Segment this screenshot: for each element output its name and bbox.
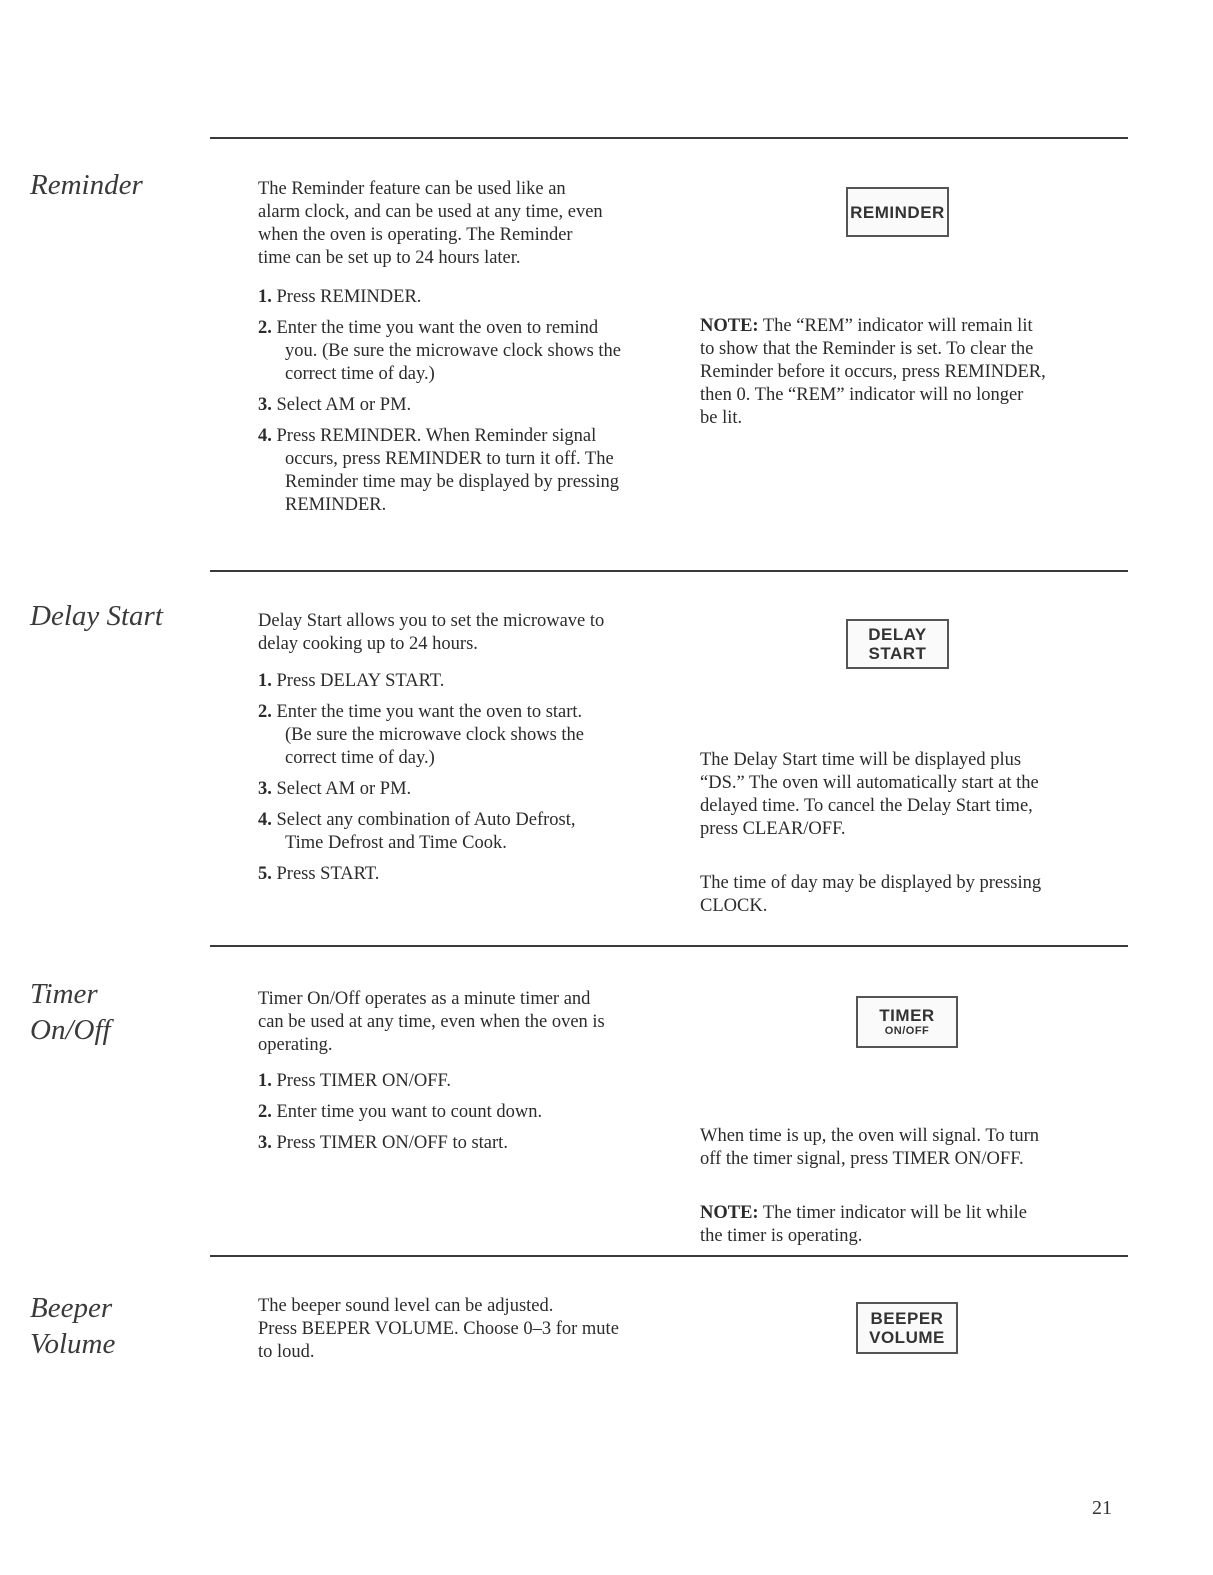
step-item [258,394,688,417]
note-text: The Delay Start time will be displayed plus “DS.” The oven will automatically start at the delayed time. To cancel the Delay Start time, press CLEAR/OFF. [700,750,1039,839]
note-paragraph [700,872,1110,918]
note-paragraph [700,1202,1110,1248]
step-item [258,317,688,386]
step-item [258,670,688,693]
step-number: 5. [258,864,272,884]
step-text: Enter the time you want the oven to start. (Be sure the microwave clock shows the correct time of day.) [276,702,584,768]
delay-start-steps [258,670,688,894]
key-label-line1: REMINDER [850,202,945,222]
section-heading-beeper-volume: Beeper Volume [30,1292,116,1360]
step-number: 4. [258,426,272,446]
step-number: 3. [258,1133,272,1153]
key-label-line1: BEEPER [870,1309,944,1328]
step-number: 2. [258,1102,272,1122]
section-heading-reminder: Reminder [30,169,143,201]
step-number: 2. [258,318,272,338]
step-item [258,701,688,770]
reminder-intro: The Reminder feature can be used like an alarm clock, and can be used at any time, even when the oven is operating. The Reminder time can be set up to 24 hours later. [258,179,603,268]
reminder-key-icon [846,187,949,237]
reminder-notes [700,292,1110,461]
step-item [258,1101,688,1124]
step-text: Press START. [276,864,380,884]
step-text: Select any combination of Auto Defrost, Time Defrost and Time Cook. [276,810,576,853]
key-label-line2: ON/OFF [884,1025,930,1037]
step-number: 3. [258,395,272,415]
timer-steps [258,1070,688,1163]
step-number: 1. [258,287,272,307]
step-number: 2. [258,702,272,722]
delay-start-intro: Delay Start allows you to set the microwave to delay cooking up to 24 hours. [258,611,605,654]
step-text: Enter time you want to count down. [276,1102,543,1122]
key-label-line1: DELAY [868,625,927,644]
step-item [258,1132,688,1155]
step-number: 4. [258,810,272,830]
note-paragraph [700,315,1110,430]
key-label-line1: TIMER [879,1006,935,1025]
step-text: Select AM or PM. [276,779,412,799]
step-text: Select AM or PM. [276,395,412,415]
page-number: 21 [1092,1497,1112,1519]
note-label: NOTE: [700,316,759,336]
timer-notes [700,1102,1110,1279]
note-text: The timer indicator will be lit while the timer is operating. [700,1203,1027,1246]
step-number: 1. [258,671,272,691]
delay-start-notes [700,726,1110,949]
delay-start-key-icon [846,619,949,669]
note-text: The time of day may be displayed by pressing CLOCK. [700,873,1042,916]
step-item [258,425,688,517]
note-text: The “REM” indicator will remain lit to show that the Reminder is set. To clear the Reminder before it occurs, press REMINDER, then 0. The “REM” indicator will no longer be lit. [700,316,1046,428]
key-label-line2: VOLUME [869,1328,945,1347]
step-text: Press REMINDER. When Reminder signal occurs, press REMINDER to turn it off. The Reminder time may be displayed by pressing REMINDER. [276,426,619,515]
note-label: NOTE: [700,1203,759,1223]
step-text: Enter the time you want the oven to remind you. (Be sure the microwave clock shows the correct time of day.) [276,318,621,384]
beeper-volume-intro: The beeper sound level can be adjusted. Press BEEPER VOLUME. Choose 0–3 for mute to loud. [258,1296,619,1362]
note-text: When time is up, the oven will signal. To turn off the timer signal, press TIMER ON/OFF. [700,1126,1040,1169]
note-paragraph [700,749,1110,841]
beeper-volume-key-icon [856,1302,958,1354]
reminder-steps [258,286,688,525]
key-label-line2: START [868,644,927,663]
step-number: 3. [258,779,272,799]
step-item [258,809,688,855]
section-heading-timer-on-off: Timer On/Off [30,978,111,1046]
timer-intro: Timer On/Off operates as a minute timer and can be used at any time, even when the oven is operating. [258,989,605,1055]
step-text: Press REMINDER. [276,287,422,307]
step-item [258,778,688,801]
step-item [258,863,688,886]
step-number: 1. [258,1071,272,1091]
note-paragraph [700,1125,1110,1171]
step-item [258,1070,688,1093]
step-text: Press TIMER ON/OFF to start. [276,1133,508,1153]
step-text: Press DELAY START. [276,671,445,691]
step-text: Press TIMER ON/OFF. [276,1071,451,1091]
section-divider [210,570,1128,572]
section-heading-delay-start: Delay Start [30,600,163,632]
timer-on-off-key-icon [856,996,958,1048]
section-divider [210,137,1128,139]
step-item [258,286,688,309]
